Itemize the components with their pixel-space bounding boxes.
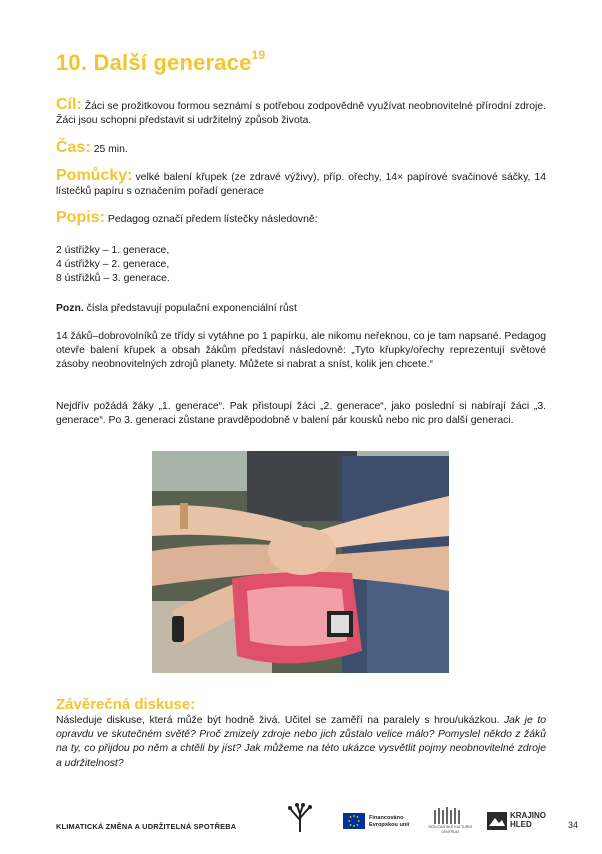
note — [56, 302, 546, 316]
cil-label: Cíl: — [56, 96, 82, 113]
eu-flag-icon — [343, 813, 365, 829]
discussion-questions: Jak je to opravdu ve skutečném světě? Proč zmizely zdroje nebo jich zůstalo velice málo? Pomyslel někdo z žáků na ty, co přijdou po něm a chtěli by jíst? Jak můžeme na této ukázce vysvětlit pojmy neobnovitelné zdroje a udržitelnost? — [56, 715, 546, 769]
generation-list — [56, 244, 546, 286]
cultural-center-logo-text: SEDLČAN SKÉ KULTURNÍ CENTRUM — [428, 825, 472, 834]
hands-photo — [152, 451, 449, 673]
cas-label: Čas: — [56, 139, 91, 156]
discussion-title: Závěrečná diskuse: — [56, 696, 196, 713]
cultural-center-logo-icon — [432, 806, 464, 824]
popis-section — [56, 211, 546, 227]
cil-text: Žáci se prožitkovou formou seznámí s potřebou zodpovědně využívat neobnovitelné přírodní zdroje. Žáci jsou schopni představit si udržitelný způsob života. — [56, 101, 546, 126]
note-text: čísla představují populační exponenciální růst — [86, 303, 297, 314]
popis-label: Popis: — [56, 209, 105, 226]
list-item: 4 ústřižky – 2. generace, — [56, 259, 170, 270]
eu-logo-text: Financováno Evropskou unií — [369, 815, 410, 828]
note-label: Pozn. — [56, 303, 84, 314]
krajinohled-logo-icon — [487, 812, 507, 830]
list-item: 2 ústřižky – 1. generace, — [56, 245, 170, 256]
popis-text: Pedagog označí předem lístečky následovně: — [107, 214, 318, 225]
pomucky-label: Pomůcky: — [56, 167, 133, 184]
discussion-text: Následuje diskuse, která může být hodně živá. Učitel se zaměří na paralely s hrou/ukázkou. Jak je to opravdu ve skutečném světě? Proč zmizely zdroje nebo jich zůstalo velice málo? Pomyslel někdo z žáků na ty, co přijdou po něm a chtěli by jíst? Jak můžeme na této ukázce vysvětlit pojmy neobnovitelné zdroje a udržitelnost? — [56, 715, 546, 769]
page-title: 10. Další generace$^{19}$ — [56, 47, 266, 75]
page-number: 34 — [568, 820, 579, 830]
cas-section — [56, 141, 546, 157]
krajinohled-logo-text: KRAJINO HLED — [510, 811, 547, 829]
pomucky-section — [56, 169, 546, 199]
footnote-marker: 19 — [251, 47, 266, 62]
footer-title: KLIMATICKÁ ZMĚNA A UDRŽITELNÁ SPOTŘEBA — [56, 822, 237, 831]
list-item: 8 ústřižků – 3. generace. — [56, 273, 170, 284]
cil-section — [56, 98, 546, 128]
pomucky-text: velké balení křupek (ze zdravé výživy), příp. ořechy, 14× papírové svačinové sáčky, 14 lístečků papíru s označením pořadí generace — [56, 172, 546, 197]
instructions-paragraph: 14 žáků–dobrovolníků ze třídy si vytáhne po 1 papírku, ale nikomu neřeknou, co je tam napsané. Pedagog otevře balení křupek a obsah žákům představí následovně: „Tyto křupky/ořechy reprezentují světové zásoby neobnovitelných zdrojů planety. Můžete si nabrat a sníst, kolik jen chcete.“ — [56, 331, 546, 370]
tree-logo-icon — [288, 802, 312, 832]
generations-paragraph: Nejdřív požádá žáky „1. generace“. Pak přistoupí žáci „2. generace“, jako poslední si nabírají žáci „3. generace“. Po 3. generaci zůstane pravděpodobně v balení pár kousků nebo nic pro další generaci. — [56, 401, 546, 426]
cas-text: 25 min. — [93, 144, 128, 155]
